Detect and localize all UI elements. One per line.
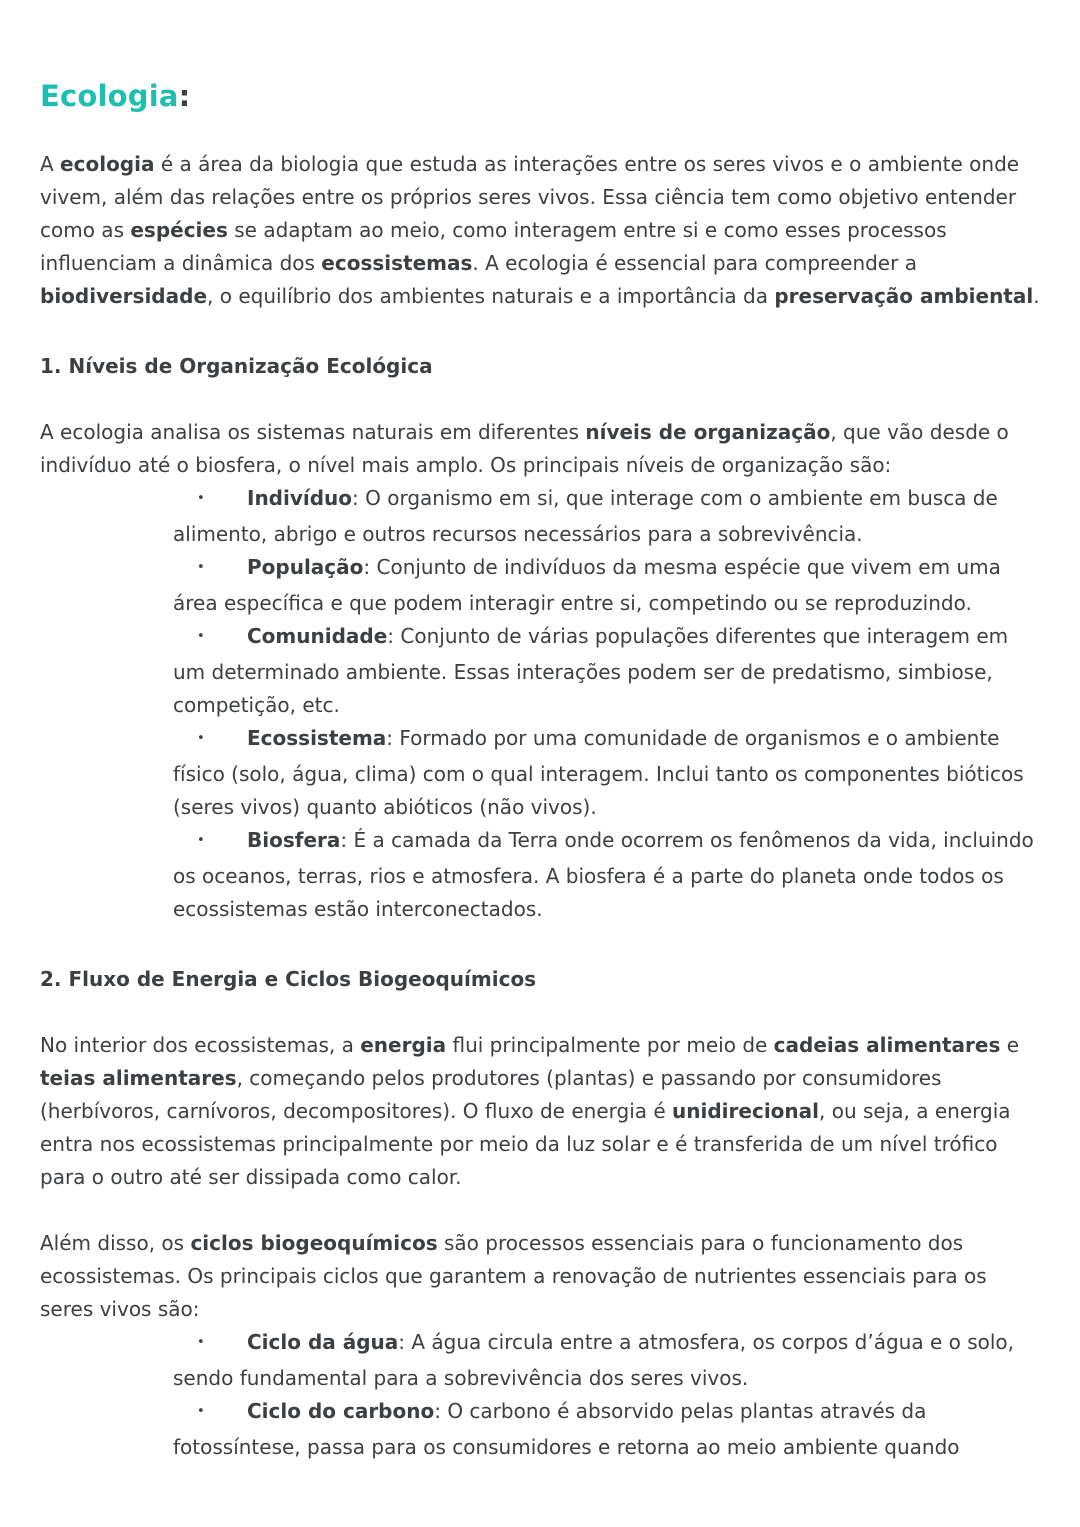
bullet-icon: • <box>197 1335 205 1350</box>
list-item-text: População: Conjunto de indivíduos da mesma espécie que vivem em uma área específica e que podem interagir entre si, competindo ou se reproduzindo. <box>173 555 1001 615</box>
list-item-text: Ciclo do carbono: O carbono é absorvido pelas plantas através da fotossíntese, passa para os consumidores e retorna ao meio ambiente quando <box>173 1399 960 1459</box>
section-2-heading: 2. Fluxo de Energia e Ciclos Biogeoquímicos <box>40 967 537 991</box>
organization-levels-list <box>40 482 1040 926</box>
bullet-icon: • <box>197 491 205 506</box>
section-1-heading: 1. Níveis de Organização Ecológica <box>40 354 433 378</box>
bullet-icon: • <box>197 560 205 575</box>
bullet-icon: • <box>197 629 205 644</box>
list-item-ciclo-agua <box>173 1326 1040 1395</box>
section-1-intro-paragraph: A ecologia analisa os sistemas naturais em diferentes níveis de organização, que vão desde o indivíduo até o biosfera, o nível mais amplo. Os principais níveis de organização são: <box>40 420 1009 477</box>
page-title-text: Ecologia <box>40 79 179 113</box>
list-item-individuo <box>173 482 1040 551</box>
list-item-text: Comunidade: Conjunto de várias populações diferentes que interagem em um determinado ambiente. Essas interações podem ser de predatismo, simbiose, competição, etc. <box>173 624 1009 717</box>
bullet-icon: • <box>197 1404 205 1419</box>
page-title <box>40 78 1040 114</box>
list-item-comunidade <box>173 620 1040 722</box>
list-item-ecossistema <box>173 722 1040 824</box>
bullet-icon: • <box>197 731 205 746</box>
list-item-text: Ecossistema: Formado por uma comunidade de organismos e o ambiente físico (solo, água, clima) com o qual interagem. Inclui tanto os componentes bióticos (seres vivos) quanto abióticos (não vivos). <box>173 726 1024 819</box>
intro-paragraph: A ecologia é a área da biologia que estuda as interações entre os seres vivos e o ambiente onde vivem, além das relações entre os próprios seres vivos. Essa ciência tem como objetivo entender como as espécies se adaptam ao meio, como interagem entre si e como esses processos influenciam a dinâmica dos ecossistemas. A ecologia é essencial para compreender a biodiversidade, o equilíbrio dos ambientes naturais e a importância da preservação ambiental. <box>40 152 1040 308</box>
list-item-text: Biosfera: É a camada da Terra onde ocorrem os fenômenos da vida, incluindo os oceanos, terras, rios e atmosfera. A biosfera é a parte do planeta onde todos os ecossistemas estão interconectados. <box>173 828 1034 921</box>
list-item-text: Ciclo da água: A água circula entre a atmosfera, os corpos d’água e o solo, sendo fundamental para a sobrevivência dos seres vivos. <box>173 1330 1015 1390</box>
list-item-biosfera <box>173 824 1040 926</box>
section-2-paragraph-2: Além disso, os ciclos biogeoquímicos são processos essenciais para o funcionamento dos ecossistemas. Os principais ciclos que garantem a renovação de nutrientes essenciais para os seres vivos são: <box>40 1231 987 1321</box>
list-item-text: Indivíduo: O organismo em si, que interage com o ambiente em busca de alimento, abrigo e outros recursos necessários para a sobrevivência. <box>173 486 998 546</box>
list-item-ciclo-carbono <box>173 1395 1040 1464</box>
biogeochemical-cycles-list <box>40 1326 1040 1464</box>
section-2-paragraph-1: No interior dos ecossistemas, a energia flui principalmente por meio de cadeias alimentares e teias alimentares, começando pelos produtores (plantas) e passando por consumidores (herbívoros, carnívoros, decompositores). O fluxo de energia é unidirecional, ou seja, a energia entra nos ecossistemas principalmente por meio da luz solar e é transferida de um nível trófico para o outro até ser dissipada como calor. <box>40 1033 1020 1189</box>
list-item-populacao <box>173 551 1040 620</box>
bullet-icon: • <box>197 833 205 848</box>
page-title-colon: : <box>178 79 191 113</box>
